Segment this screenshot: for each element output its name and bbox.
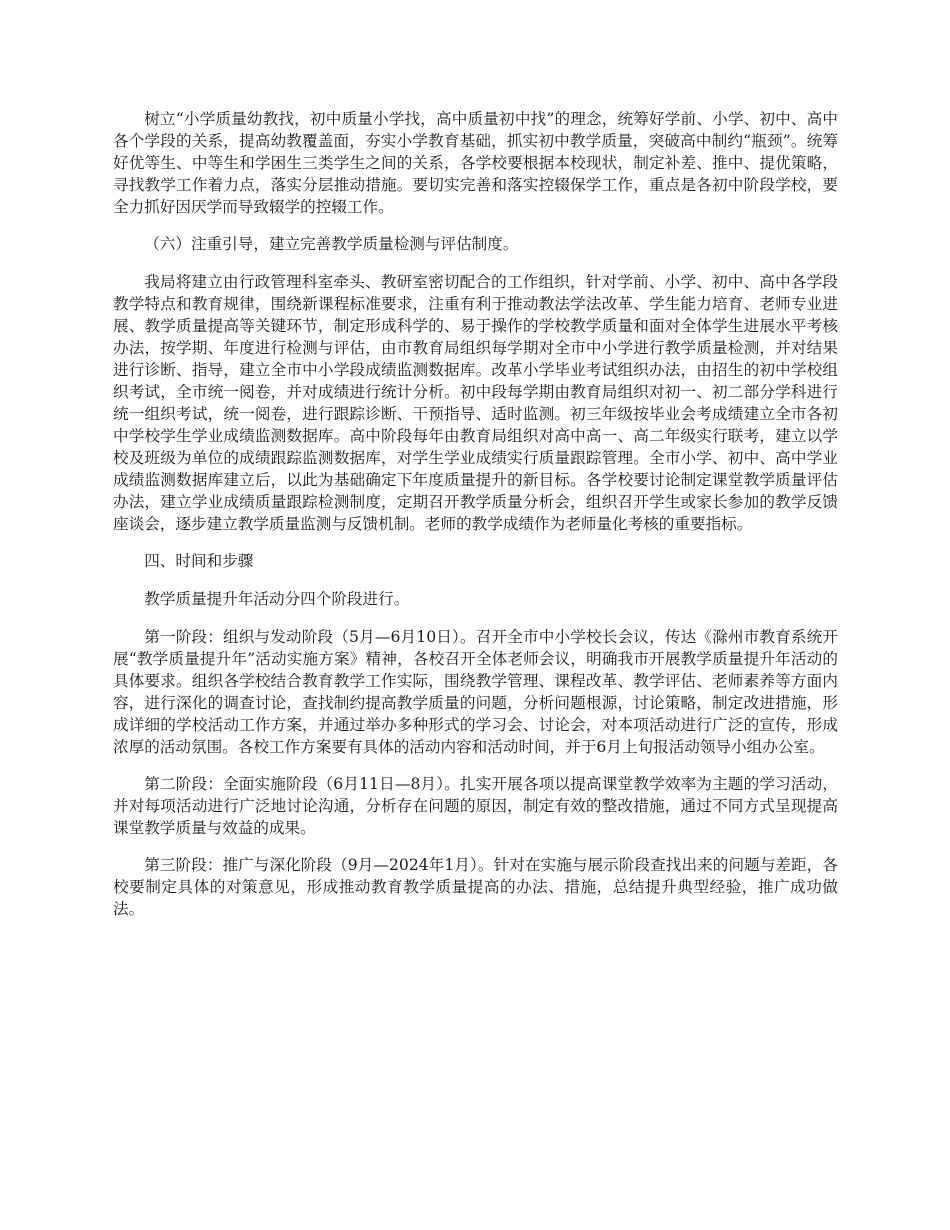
paragraph-quality-monitoring: 我局将建立由行政管理科室牵头、教研室密切配合的工作组织，针对学前、小学、初中、高中各学段教学特点和教育规律，围绕新课程标准要求，注重有利于推动教法学法改革、学生能力培育、老师专业进展、教学质量提高等关键环节，制定形成科学的、易于操作的学校教学质量和面对全体学生进展水平考核办法，按学期、年度进行检测与评估，由市教育局组织每学期对全市中小学进行教学质量检测，并对结果进行诊断、指导，建立全市中小学段成绩监测数据库。改革小学毕业考试组织办法，由招生的初中学校组织考试，全市统一阅卷，并对成绩进行统计分析。初中段每学期由教育局组织对初一、初二部分学科进行统一组织考试，统一阅卷，进行跟踪诊断、干预指导、适时监测。初三年级按毕业会考成绩建立全市各初中学校学生学业成绩监测数据库。高中阶段每年由教育局组织对高中高一、高二年级实行联考，建立以学校及班级为单位的成绩跟踪监测数据库，对学生学业成绩实行质量跟踪管理。全市小学、初中、高中学业成绩监测数据库建立后，以此为基础确定下年度质量提升的新目标。各学校要讨论制定课堂教学质量评估办法，建立学业成绩质量跟踪检测制度，定期召开教学质量分析会，组织召开学生或家长参加的教学反馈座谈会，逐步建立教学质量监测与反馈机制。老师的教学成绩作为老师量化考核的重要指标。 [113, 273, 838, 533]
paragraph-stage-two: 第二阶段：全面实施阶段（6月11日—8月）。扎实开展各项以提高课堂教学效率为主题的学习活动，并对每项活动进行广泛地讨论沟通，分析存在问题的原因，制定有效的整改措施，通过不同方式呈现提高课堂教学质量与效益的成果。 [113, 775, 838, 837]
paragraph-stage-three: 第三阶段：推广与深化阶段（9月—2024年1月）。针对在实施与展示阶段查找出来的问题与差距，各校要制定具体的对策意见，形成推动教育教学质量提高的办法、措施，总结提升典型经验，推广成功做法。 [113, 856, 838, 918]
paragraph-quality-concept: 树立“小学质量幼教找，初中质量小学找，高中质量初中找”的理念，统筹好学前、小学、初中、高中各个学段的关系，提高幼教覆盖面，夯实小学教育基础，抓实初中教学质量，突破高中制约“瓶颈”。统筹好优等生、中等生和学困生三类学生之间的关系，各学校要根据本校现状，制定补差、推中、提优策略，寻找教学工作着力点，落实分层推动措施。要切实完善和落实控辍保学工作，重点是各初中阶段学校，要全力抓好因厌学而导致辍学的控辍工作。 [113, 110, 838, 216]
section-heading-four: 四、时间和步骤 [144, 552, 254, 570]
paragraph-stage-one: 第一阶段：组织与发动阶段（5月—6月10日）。召开全市中小学校长会议，传达《滁州市教育系统开展“教学质量提升年”活动实施方案》精神，各校召开全体老师会议，明确我市开展教学质量提升年活动的具体要求。组织各学校结合教育教学工作实际，围绕教学管理、课程改革、教学评估、老师素养等方面内容，进行深化的调查讨论，查找制约提高教学质量的问题，分析问题根源，讨论策略，制定改进措施，形成详细的学校活动工作方案，并通过举办多种形式的学习会、讨论会，对本项活动进行广泛的宣传，形成浓厚的活动氛围。各校工作方案要有具体的活动内容和活动时间，并于6月上旬报活动领导小组办公室。 [113, 628, 838, 756]
paragraph-four-stages: 教学质量提升年活动分四个阶段进行。 [144, 590, 410, 608]
document-page [113, 108, 838, 935]
section-heading-six: （六）注重引导，建立完善教学质量检测与评估制度。 [144, 235, 519, 253]
